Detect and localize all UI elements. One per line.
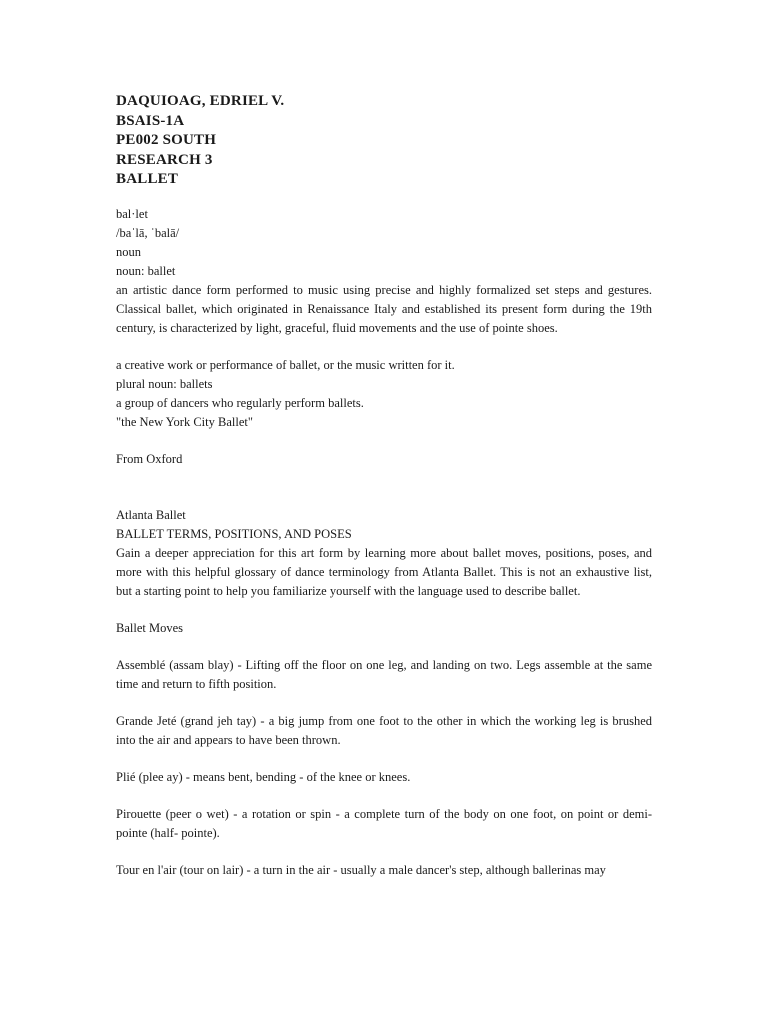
- moves-heading: Ballet Moves: [116, 620, 184, 635]
- move-plie: Plié (plee ay) - means bent, bending - of the knee or knees.: [116, 769, 411, 784]
- definition-syllables: bal·let: [116, 206, 148, 221]
- move-tour-en-lair: Tour en l'air (tour on lair) - a turn in the air - usually a male dancer's step, although ballerinas may: [116, 862, 606, 877]
- definition-plural: plural noun: ballets: [116, 376, 213, 391]
- dictionary-definition: [116, 205, 652, 469]
- definition-source: From Oxford: [116, 451, 183, 466]
- definition-example: "the New York City Ballet": [116, 414, 253, 429]
- atlanta-heading: BALLET TERMS, POSITIONS, AND POSES: [116, 526, 352, 541]
- document-header: [116, 92, 652, 190]
- course-code: PE002 SOUTH: [116, 132, 217, 148]
- move-pirouette: Pirouette (peer o wet) - a rotation or spin - a complete turn of the body on one foot, on point or demi-pointe (half- pointe).: [116, 806, 652, 840]
- definition-pronunciation: /baˈlā, ˈbalā/: [116, 225, 180, 240]
- assignment-title: RESEARCH 3: [116, 151, 213, 168]
- definition-sense-1: an artistic dance form performed to music using precise and highly formalized set steps and gestures. Classical ballet, which originated in Renaissance Italy and established its present form during the 19th century, is characterized by light, graceful, fluid movements and the use of pointe shoes.: [116, 282, 652, 335]
- definition-sense-2: a creative work or performance of ballet, or the music written for it.: [116, 357, 455, 372]
- topic-title: BALLET: [116, 171, 179, 187]
- atlanta-intro: Gain a deeper appreciation for this art form by learning more about ballet moves, positions, poses, and more with this helpful glossary of dance terminology from Atlanta Ballet. This is not an exhaustive list, but a starting point to help you familiarize yourself with the language used to describe ballet.: [116, 545, 652, 598]
- definition-part-of-speech: noun: [116, 244, 141, 259]
- move-assemble: Assemblé (assam blay) - Lifting off the floor on one leg, and landing on two. Legs assemble at the same time and return to fifth position.: [116, 657, 652, 691]
- student-name: DAQUIOAG, EDRIEL V.: [116, 93, 285, 109]
- definition-sense-3: a group of dancers who regularly perform ballets.: [116, 395, 364, 410]
- student-section: BSAIS-1A: [116, 112, 185, 129]
- atlanta-org: Atlanta Ballet: [116, 507, 186, 522]
- atlanta-ballet-section: [116, 506, 652, 601]
- definition-noun-label: noun: ballet: [116, 263, 176, 278]
- document-page: [116, 92, 652, 880]
- move-grande-jete: Grande Jeté (grand jeh tay) - a big jump from one foot to the other in which the working leg is brushed into the air and appears to have been thrown.: [116, 713, 652, 747]
- ballet-moves-section: [116, 619, 652, 880]
